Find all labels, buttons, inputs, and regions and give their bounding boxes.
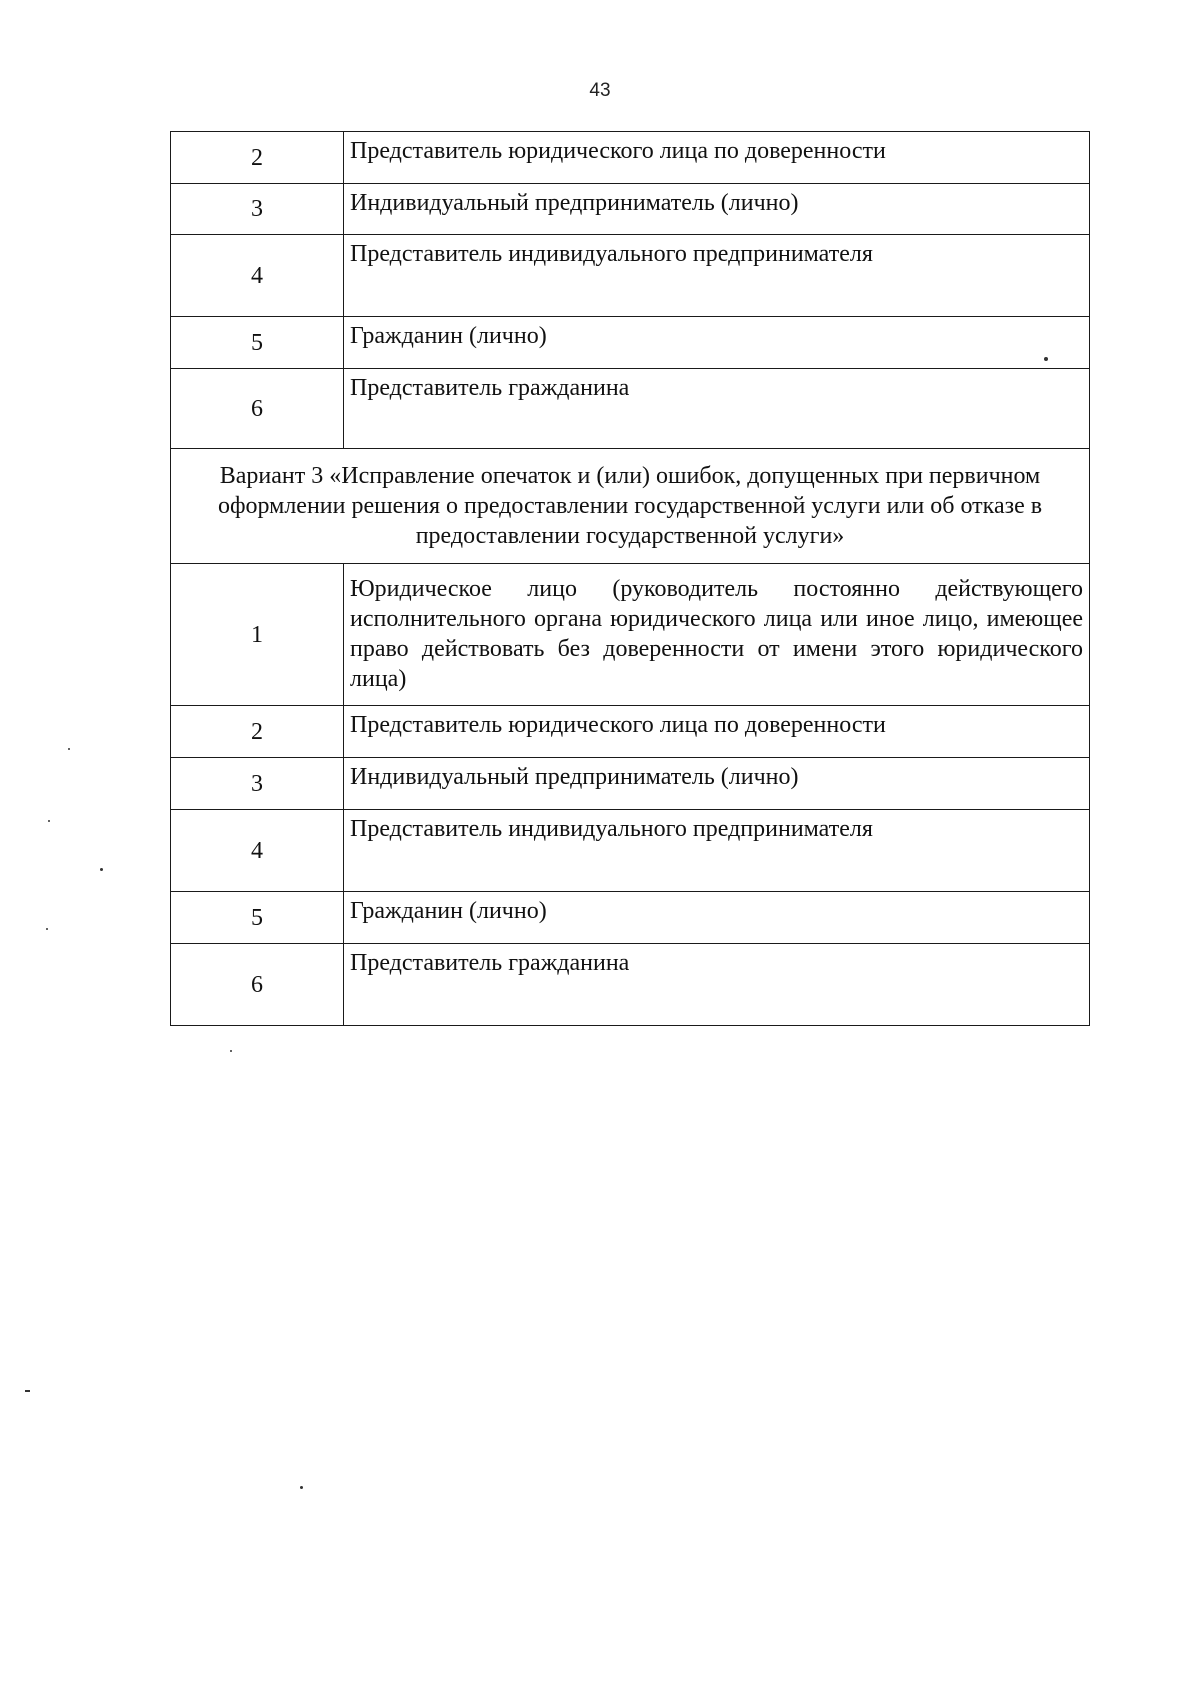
- table-row: [171, 564, 1090, 706]
- row-number: 6: [171, 369, 344, 449]
- table-row: [171, 132, 1090, 184]
- scan-speck: [230, 1050, 232, 1052]
- scan-speck: [68, 748, 70, 750]
- applicant-table-wrapper: [170, 131, 1090, 1026]
- table-row: [171, 892, 1090, 944]
- row-number: 4: [171, 810, 344, 892]
- row-description: Юридическое лицо (руководитель постоянно действующего исполнительного органа юридического лица или иное лицо, имеющее право действовать без доверенности от имени этого юридического лица): [344, 564, 1090, 706]
- table-row: [171, 184, 1090, 235]
- row-description: Представитель гражданина: [344, 944, 1090, 1026]
- row-description: Индивидуальный предприниматель (лично): [344, 758, 1090, 810]
- table-row: [171, 758, 1090, 810]
- row-number: 1: [171, 564, 344, 706]
- scan-speck: [48, 820, 50, 822]
- scan-speck: [1044, 357, 1048, 361]
- scan-speck: [100, 868, 103, 871]
- table-row: [171, 810, 1090, 892]
- table-row: [171, 944, 1090, 1026]
- table-row: [171, 317, 1090, 369]
- row-number: 3: [171, 184, 344, 235]
- scan-speck: [300, 1486, 303, 1489]
- section-header-row: [171, 449, 1090, 564]
- row-description: Индивидуальный предприниматель (лично): [344, 184, 1090, 235]
- row-number: 2: [171, 132, 344, 184]
- row-description: Представитель индивидуального предпринимателя: [344, 810, 1090, 892]
- scan-speck: [25, 1390, 30, 1392]
- row-description: Представитель индивидуального предпринимателя: [344, 235, 1090, 317]
- row-description: Представитель гражданина: [344, 369, 1090, 449]
- row-number: 6: [171, 944, 344, 1026]
- row-number: 2: [171, 706, 344, 758]
- table-row: [171, 369, 1090, 449]
- row-description: Гражданин (лично): [344, 892, 1090, 944]
- scan-speck: [46, 928, 48, 930]
- page-number: 43: [589, 80, 611, 101]
- table-row: [171, 235, 1090, 317]
- row-description: Представитель юридического лица по доверенности: [344, 706, 1090, 758]
- row-number: 5: [171, 317, 344, 369]
- row-description: Представитель юридического лица по доверенности: [344, 132, 1090, 184]
- section-header: Вариант 3 «Исправление опечаток и (или) ошибок, допущенных при первичном оформлении решения о предоставлении государственной услуги или об отказе в предоставлении государственной услуги»: [171, 449, 1090, 564]
- row-number: 5: [171, 892, 344, 944]
- row-number: 3: [171, 758, 344, 810]
- row-number: 4: [171, 235, 344, 317]
- row-description: Гражданин (лично): [344, 317, 1090, 369]
- table-row: [171, 706, 1090, 758]
- applicant-categories-table: [170, 131, 1090, 1026]
